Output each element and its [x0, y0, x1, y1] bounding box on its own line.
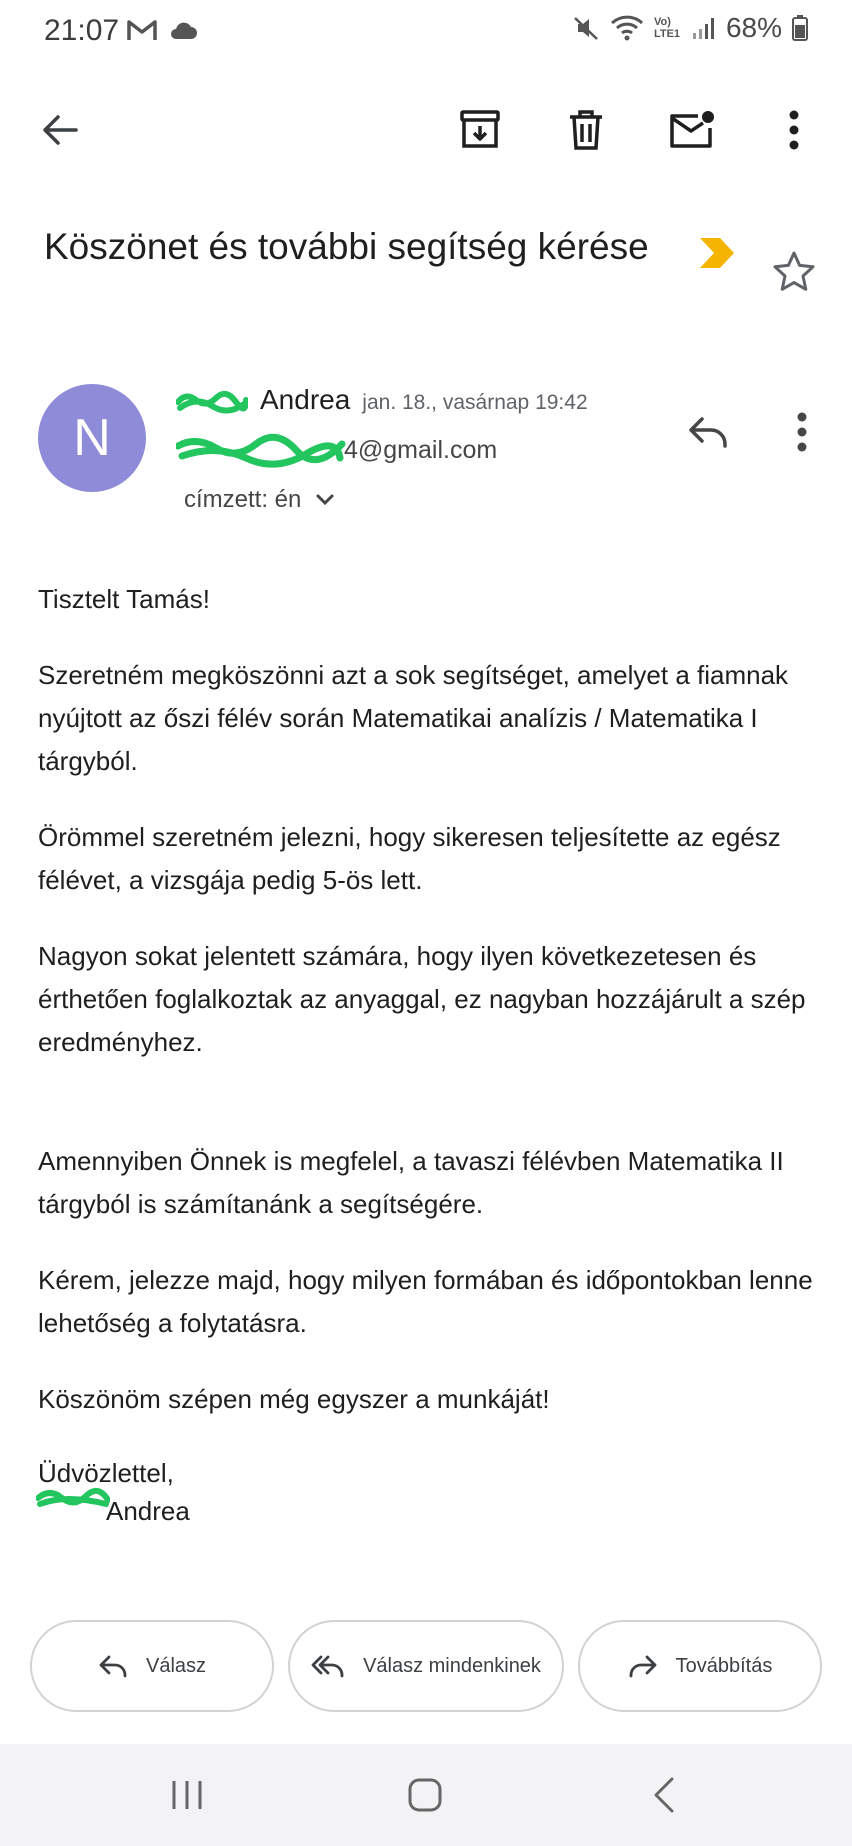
email-body: [38, 578, 818, 1530]
body-paragraph: Kérem, jelezze majd, hogy milyen formában és időpontokban lenne lehetőség a folytatásra.: [38, 1265, 813, 1338]
status-left-icons: [126, 18, 198, 42]
gmail-notification-icon: [126, 18, 158, 42]
battery-icon: [792, 15, 808, 41]
battery-percent: 68%: [725, 12, 782, 43]
body-paragraph: Nagyon sokat jelentett számára, hogy ilyen következetesen és érthetően foglalkoztak az anyaggal, ez nagyban hozzájárult a szép eredményhez.: [38, 941, 806, 1057]
status-right: [572, 12, 808, 44]
more-options-button[interactable]: [762, 98, 826, 162]
email-subject: Köszönet és további segítség kérése: [44, 226, 649, 267]
recent-apps-icon[interactable]: [170, 1778, 204, 1812]
forward-icon: [628, 1654, 658, 1678]
trash-icon: [566, 108, 606, 152]
more-vert-icon: [796, 412, 808, 452]
reply-all-label: Válasz mindenkinek: [363, 1654, 541, 1677]
reply-icon: [98, 1654, 128, 1678]
mail-unread-icon: [668, 108, 716, 152]
body-paragraph: Amennyiben Önnek is megfelel, a tavaszi félévben Matematika II tárgyból is számítanánk a segítségére.: [38, 1146, 784, 1219]
status-time: 21:07: [44, 14, 120, 47]
signature: Andrea: [106, 1496, 190, 1526]
body-paragraph: Szeretném megköszönni azt a sok segítséget, amelyet a fiamnak nyújtott az őszi félév során Matematikai analízis / Matematika I tárgyból.: [38, 660, 789, 776]
body-paragraph: Tisztelt Tamás!: [38, 584, 210, 614]
reply-all-icon: [311, 1654, 345, 1678]
reply-all-button[interactable]: [288, 1620, 564, 1712]
sender-email-text: 4@gmail.com: [344, 436, 498, 464]
signal-icon: [692, 15, 716, 41]
more-vert-icon: [788, 110, 800, 150]
email-date: jan. 18., vasárnap 19:42: [362, 391, 588, 414]
redaction-scribble: [176, 388, 248, 416]
mark-unread-button[interactable]: [660, 98, 724, 162]
mute-icon: [572, 14, 600, 42]
wifi-icon: [610, 14, 644, 42]
forward-button[interactable]: [578, 1620, 822, 1712]
back-nav-icon[interactable]: [652, 1776, 676, 1814]
redaction-scribble: [176, 432, 346, 468]
closing: Üdvözlettel,: [38, 1458, 174, 1488]
sender-avatar[interactable]: N: [38, 384, 146, 492]
chevron-down-icon: [315, 493, 335, 507]
reply-icon: [687, 415, 729, 449]
star-icon[interactable]: [772, 250, 816, 294]
reply-icon-button[interactable]: [676, 400, 740, 464]
system-nav-bar: [0, 1744, 852, 1846]
home-icon[interactable]: [406, 1776, 444, 1814]
recipient-toggle[interactable]: [184, 486, 335, 514]
recipient-label: címzett: én: [184, 486, 302, 513]
archive-icon: [458, 108, 502, 152]
cloud-icon: [168, 19, 198, 41]
signature-line: [38, 1492, 818, 1530]
forward-label: Továbbítás: [675, 1654, 773, 1677]
reply-label: Válasz: [145, 1654, 207, 1677]
arrow-back-icon: [40, 110, 80, 150]
importance-marker-icon[interactable]: [700, 238, 736, 268]
network-label: Vo) LTE1: [653, 16, 681, 40]
sender-name: Andrea: [260, 384, 351, 415]
body-paragraph: Örömmel szeretném jelezni, hogy sikeresen teljesítette az egész félévet, a vizsgája pedig 5-ös lett.: [38, 822, 781, 895]
reply-button[interactable]: [30, 1620, 274, 1712]
delete-button[interactable]: [554, 98, 618, 162]
archive-button[interactable]: [448, 98, 512, 162]
body-paragraph: Köszönöm szépen még egyszer a munkáját!: [38, 1384, 550, 1414]
message-more-button[interactable]: [770, 400, 834, 464]
back-button[interactable]: [28, 98, 92, 162]
